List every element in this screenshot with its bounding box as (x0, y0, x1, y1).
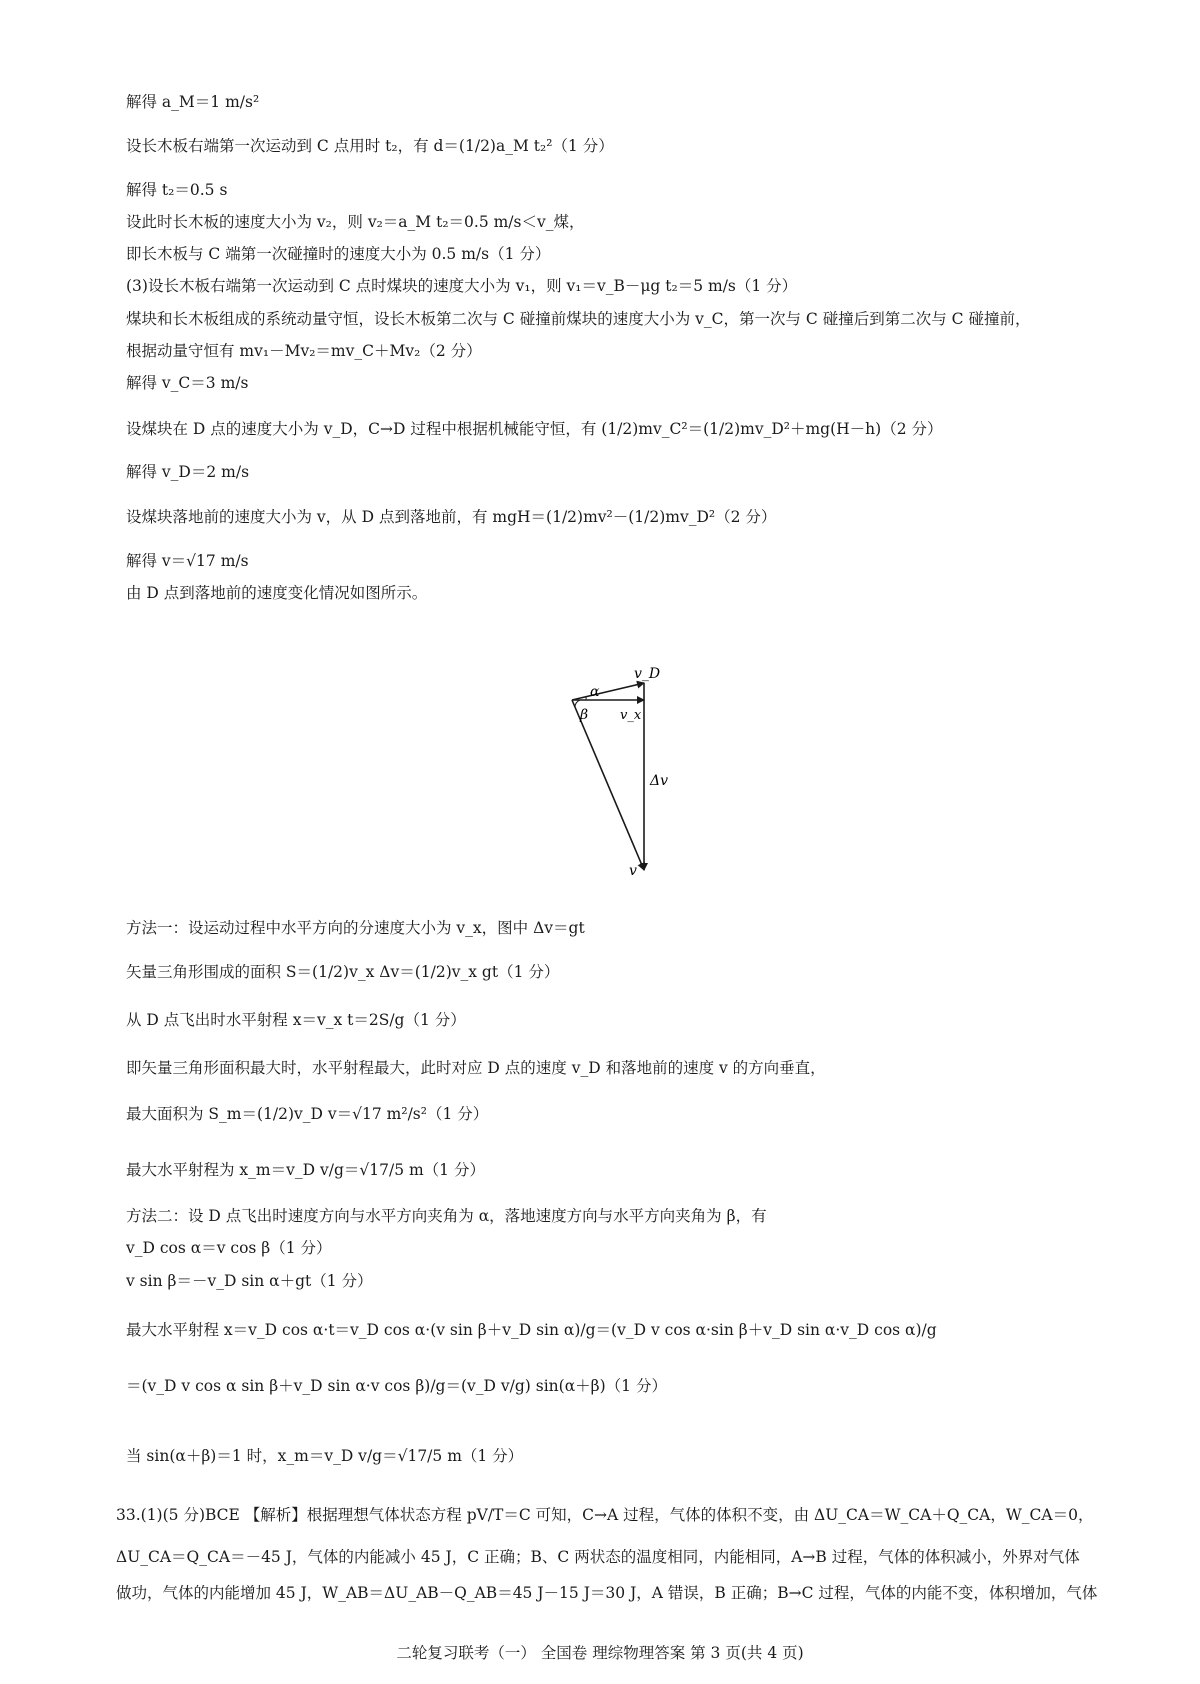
text-line: 即长木板与 C 端第一次碰撞时的速度大小为 0.5 m/s（1 分） (126, 245, 551, 263)
text-line: 设煤块落地前的速度大小为 v，从 D 点到落地前，有 mgH＝(1/2)mv²－(1/2)mv_D²（2 分） (126, 508, 777, 526)
text-line: 解得 v_C＝3 m/s (126, 374, 249, 392)
text-line: 由 D 点到落地前的速度变化情况如图所示。 (126, 584, 428, 602)
text-line: 最大水平射程 x＝v_D cos α·t＝v_D cos α·(v sin β＋v_D sin α)/g＝(v_D v cos α·sin β＋v_D sin α·v_D cos α)/g (126, 1321, 937, 1339)
text-line: 根据动量守恒有 mv₁－Mv₂＝mv_C＋Mv₂（2 分） (126, 342, 482, 360)
text-line: 矢量三角形围成的面积 S＝(1/2)v_x Δv＝(1/2)v_x gt（1 分） (126, 963, 560, 981)
text-line: v_D cos α＝v cos β（1 分） (126, 1239, 332, 1257)
text-line: 解得 t₂＝0.5 s (126, 181, 228, 199)
page-footer: 二轮复习联考（一） 全国卷 理综物理答案 第 3 页(共 4 页) (396, 1644, 804, 1662)
text-line: 做功，气体的内能增加 45 J，W_AB＝ΔU_AB－Q_AB＝45 J－15 J＝30 J，A 错误，B 正确；B→C 过程，气体的内能不变，体积增加，气体 (116, 1584, 1098, 1602)
vD-label: v_D (634, 666, 661, 682)
text-line: 33.(1)(5 分)BCE 【解析】根据理想气体状态方程 pV/T＝C 可知，C→A 过程，气体的体积不变，由 ΔU_CA＝W_CA＋Q_CA，W_CA＝0， (116, 1506, 1094, 1524)
velocity-triangle-figure (550, 665, 700, 900)
text-line: 从 D 点飞出时水平射程 x＝v_x t＝2S/g（1 分） (126, 1011, 466, 1029)
text-line: 最大水平射程为 x_m＝v_D v/g＝√17/5 m（1 分） (126, 1161, 485, 1179)
v-vector (572, 700, 644, 870)
text-line: 设此时长木板的速度大小为 v₂，则 v₂＝a_M t₂＝0.5 m/s＜v_煤， (126, 213, 585, 231)
text-line: ΔU_CA＝Q_CA＝－45 J，气体的内能减小 45 J，C 正确；B、C 两状态的温度相同，内能相同，A→B 过程，气体的体积减小，外界对气体 (116, 1548, 1080, 1566)
text-line: 解得 v_D＝2 m/s (126, 463, 250, 481)
vD-vector (572, 683, 644, 700)
text-line: 煤块和长木板组成的系统动量守恒，设长木板第二次与 C 碰撞前煤块的速度大小为 v_C，第一次与 C 碰撞后到第二次与 C 碰撞前， (126, 310, 1031, 328)
beta-arc (575, 700, 580, 707)
beta-label: β (580, 707, 589, 723)
vx-label: v_x (620, 708, 642, 723)
text-line: 方法二：设 D 点飞出时速度方向与水平方向夹角为 α，落地速度方向与水平方向夹角为 β，有 (126, 1207, 767, 1225)
dv-label: Δv (650, 773, 669, 789)
text-line: v sin β＝－v_D sin α＋gt（1 分） (126, 1272, 373, 1290)
text-line: 设煤块在 D 点的速度大小为 v_D，C→D 过程中根据机械能守恒，有 (1/2)mv_C²＝(1/2)mv_D²＋mg(H－h)（2 分） (126, 420, 943, 438)
alpha-label: α (590, 684, 600, 700)
text-line: 当 sin(α＋β)＝1 时，x_m＝v_D v/g＝√17/5 m（1 分） (126, 1447, 524, 1465)
v-label: v (629, 863, 637, 879)
text-line: 最大面积为 S_m＝(1/2)v_D v＝√17 m²/s²（1 分） (126, 1105, 489, 1123)
text-line: 设长木板右端第一次运动到 C 点用时 t₂，有 d＝(1/2)a_M t₂²（1 分） (126, 137, 614, 155)
text-line: 方法一：设运动过程中水平方向的分速度大小为 v_x，图中 Δv＝gt (126, 919, 585, 937)
text-line: ＝(v_D v cos α sin β＋v_D sin α·v cos β)/g＝(v_D v/g) sin(α＋β)（1 分） (126, 1377, 667, 1395)
text-line: 解得 v＝√17 m/s (126, 552, 249, 570)
text-line: 即矢量三角形面积最大时，水平射程最大，此时对应 D 点的速度 v_D 和落地前的速度 v 的方向垂直， (126, 1059, 826, 1077)
text-line: 解得 a_M＝1 m/s² (126, 93, 260, 111)
text-line: (3)设长木板右端第一次运动到 C 点时煤块的速度大小为 v₁，则 v₁＝v_B－μg t₂＝5 m/s（1 分） (126, 277, 798, 295)
